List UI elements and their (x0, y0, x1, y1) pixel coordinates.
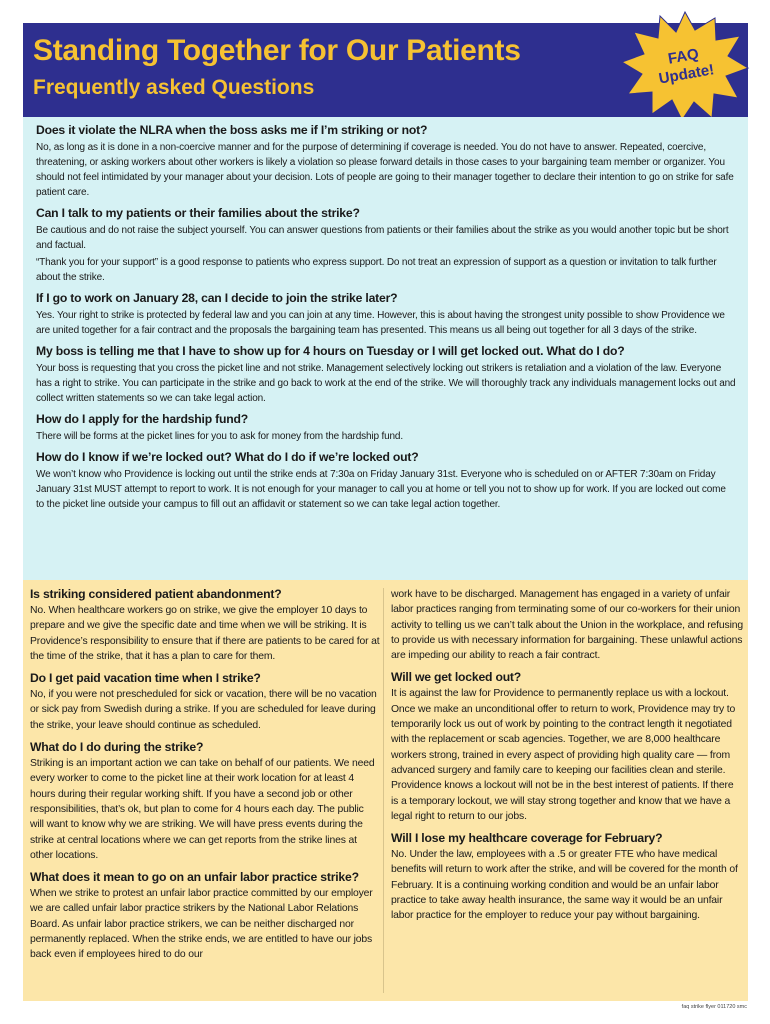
faq-question: Will I lose my healthcare coverage for February? (391, 831, 663, 846)
faq-answer: No, if you were not prescheduled for sick or vacation, there will be no vacation or sick pay from Swedish during a strike. If you are scheduled for leave during the strike, your leave should continue as scheduled. (30, 689, 377, 731)
page-subtitle: Frequently asked Questions (33, 76, 315, 99)
faq-answer: Yes. Your right to strike is protected by federal law and you can join at any time. However, this is about having the strongest unity possible to show Providence we are united together for a fair contract and the proposals the bargaining team has presented. This means us all being out together for all 3 days of the strike. (36, 310, 725, 336)
bottom-faq-panel (23, 580, 748, 1001)
faq-question: Is striking considered patient abandonment? (30, 587, 282, 601)
faq-answer: It is against the law for Providence to permanently replace us with a lockout. Once we make an unconditional offer to return to work, Providence may try to temporarily lock us out of work by pointing to the contract length it negotiated with the replacement or scab agencies. Together, we are 8,000 healthcare workers strong, trained in every aspect of providing high quality care — from advanced surgery and family care to keeping our facilities clean and sterile. Providence knows a lockout will not be in the best interest of patients. If there is a temporary lockout, we will stay strong together and know that we have a legal right to return to our jobs. (391, 688, 736, 822)
faq-answer: work have to be discharged. Management has engaged in a variety of unfair labor practices ranging from terminating some of our co-workers for their union activity to telling us we can’t talk about the Union in the workplace, and refusing to provide us with necessary information for bargaining. These unlawful actions are impeding our ability to reach a fair contract. (391, 589, 744, 662)
faq-answer: No. When healthcare workers go on strike, we give the employer 10 days to prepare and we give the specific date and time when we will be striking. It is Providence’s responsibility to ensure that if there are patients to be cared for at the time of the strike, that it has a plan to care for them. (30, 605, 380, 662)
faq-answer: Be cautious and do not raise the subject yourself. You can answer questions from patients or their families about the strike as you would another topic but be short and factual. (36, 225, 729, 251)
faq-answer: There will be forms at the picket lines for you to ask for money from the hardship fund. (36, 431, 403, 442)
badge-line-1: FAQ (666, 45, 701, 68)
faq-answer: When we strike to protest an unfair labor practice committed by our employer we are called unfair labor practice strikers by the National Labor Relations Board. As unfair labor practice strikers, we can be neither discharged nor permanently replaced. When the strike ends, we are entitled to have our jobs back even if employees hired to do our (30, 888, 373, 961)
faq-answer: No. Under the law, employees with a .5 or greater FTE who have medical benefits will return to work after the strike, and will be covered for the month of February. It is a continuing working condition and would be an unfair labor practice to take away health insurance, the same way it would be an unfair labor practice for the employer to reduce your pay without bargaining. (391, 849, 738, 922)
footer-code: faq strike flyer 011720 smc (681, 1004, 747, 1010)
faq-update-badge (620, 10, 750, 122)
faq-question: How do I apply for the hardship fund? (36, 412, 248, 426)
faq-question: How do I know if we’re locked out? What do I do if we’re locked out? (36, 450, 419, 464)
faq-answer: “Thank you for your support” is a good response to patients who express support. Do not treat an expression of support as a question or invitation to talk further about the strike. (36, 257, 717, 283)
faq-answer: No, as long as it is done in a non-coercive manner and for the purpose of determining if coverage is needed. You do not have to answer. Repeated, coercive, threatening, or asking workers about other workers is likely a violation so please forward details in those cases to your bargaining team member or organizer. You should not feel intimidated by your manager about your decision. Lots of people are going to their manager together to declare their intention to go on strike for safe patient care. (36, 142, 734, 198)
faq-question: Does it violate the NLRA when the boss asks me if I’m striking or not? (36, 123, 428, 137)
faq-question: Can I talk to my patients or their families about the strike? (36, 206, 360, 220)
badge-line-2: Update! (657, 61, 716, 88)
right-column (391, 587, 743, 924)
left-column (30, 587, 380, 963)
faq-question: Do I get paid vacation time when I strike? (30, 671, 261, 686)
column-divider (383, 588, 384, 993)
faq-question: If I go to work on January 28, can I decide to join the strike later? (36, 291, 398, 305)
faq-question: My boss is telling me that I have to show up for 4 hours on Tuesday or I will get locked out. What do I do? (36, 344, 625, 358)
faq-question: What do I do during the strike? (30, 740, 204, 755)
faq-question: Will we get locked out? (391, 670, 522, 685)
faq-answer: We won’t know who Providence is locking out until the strike ends at 7:30a on Friday January 31st. Everyone who is scheduled on or AFTER 7:30am on Friday January 31st MUST attempt to report to work. It is not enough for your manager to call you at home or tell you not to show up for work. If you are locked out come to the picket line outside your campus to fill out an affidavit or statement so we can take legal action together. (36, 469, 726, 510)
faq-question: What does it mean to go on an unfair labor practice strike? (30, 870, 359, 885)
faq-answer: Striking is an important action we can take on behalf of our patients. We need every worker to come to the picket line at their work location for at least 4 hours during their regular working shift. If you have a second job or other responsibilities, that’s ok, but plan to come for 4 hours each day. The public will want to know why we are striking. We will have press events during the strike at central locations where we can get reports from the strike lines at other locations. (30, 758, 375, 861)
faq-answer: Your boss is requesting that you cross the picket line and not strike. Management selectively locking out strikers is retaliation and a violation of the law. Everyone has a right to strike. You can participate in the strike and go back to work at the end of the strike. We will thoroughly track any individuals management locks out and collect written statements so we can take legal action. (36, 363, 736, 404)
page-title: Standing Together for Our Patients (33, 34, 521, 67)
top-faq-panel (23, 117, 748, 580)
